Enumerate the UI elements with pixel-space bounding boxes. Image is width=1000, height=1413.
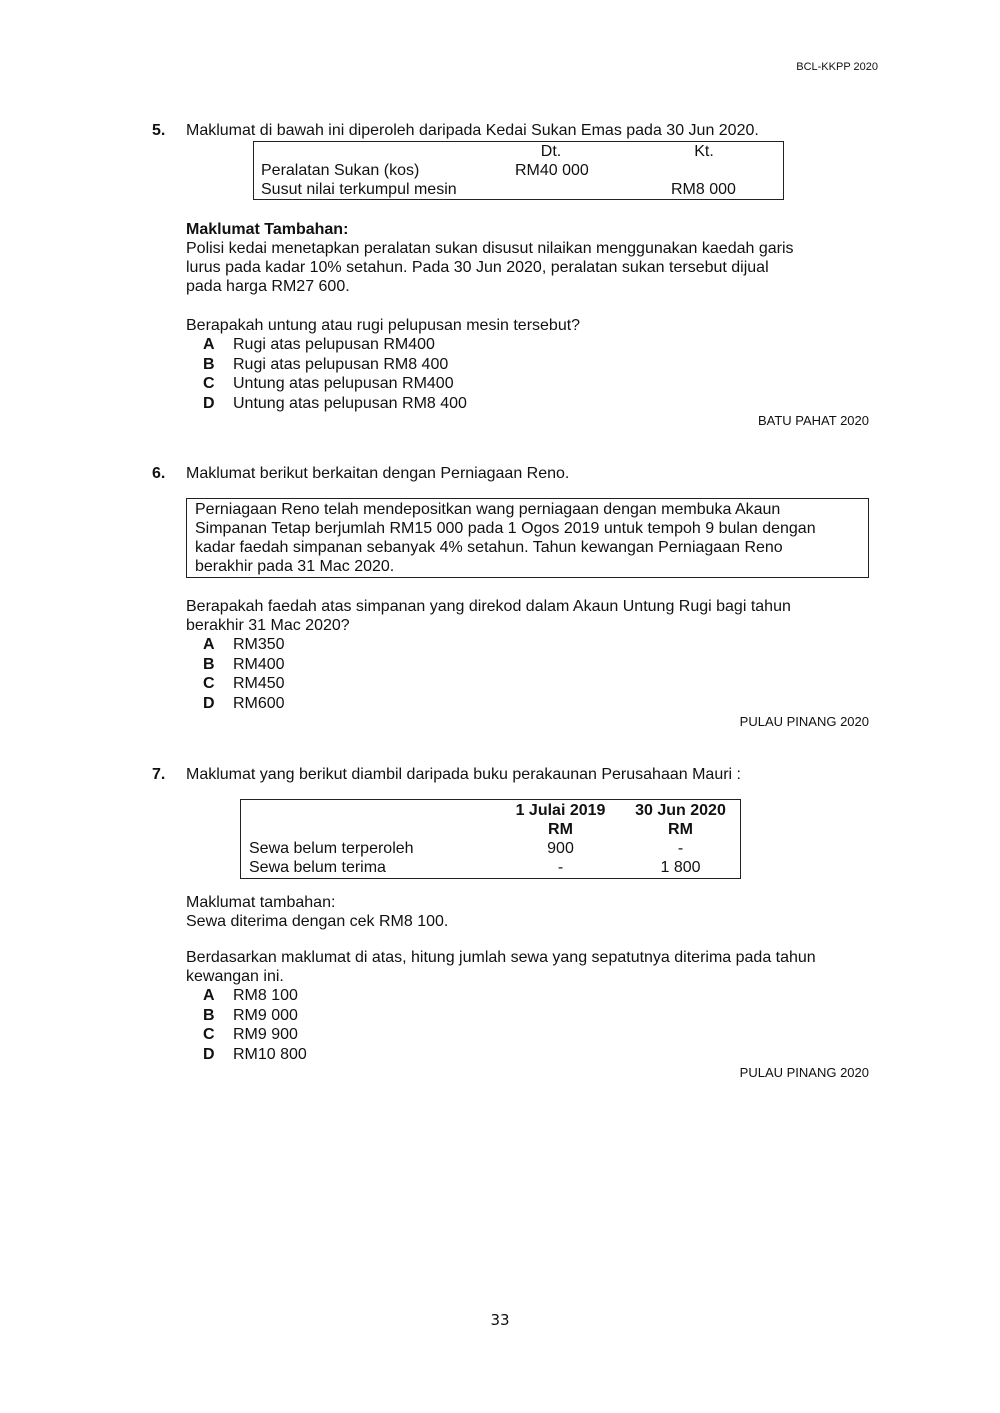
table-cell: 900 <box>547 840 574 857</box>
page-number: 33 <box>490 1311 510 1329</box>
option-b[interactable]: B Rugi atas pelupusan RM8 400 <box>203 355 449 373</box>
option-b[interactable]: B RM400 <box>203 655 285 673</box>
option-a[interactable]: A RM8 100 <box>203 987 298 1004</box>
option-c[interactable]: C RM450 <box>203 675 285 692</box>
table-header-dt: Dt. <box>540 143 562 160</box>
option-d[interactable]: D RM10 800 <box>203 1045 307 1063</box>
question-text: berakhir 31 Mac 2020? <box>186 617 350 634</box>
extra-info-line: pada harga RM27 600. <box>186 278 350 295</box>
source-label: PULAU PINANG 2020 <box>739 714 869 729</box>
info-box-line: berakhir pada 31 Mac 2020. <box>195 558 395 575</box>
question-text: Berapakah faedah atas simpanan yang direkod dalam Akaun Untung Rugi bagi tahun <box>186 598 791 615</box>
table-subheader: RM <box>548 821 573 838</box>
table-header-kt: Kt. <box>694 143 714 160</box>
table-cell: - <box>677 840 684 857</box>
extra-info-title: Maklumat Tambahan: <box>186 221 349 238</box>
extra-info-title: Maklumat tambahan: <box>186 894 336 911</box>
option-d[interactable]: D RM600 <box>203 694 285 712</box>
info-box-line: Simpanan Tetap berjumlah RM15 000 pada 1 Ogos 2019 untuk tempoh 9 bulan dengan <box>195 520 816 537</box>
question-number: 6. <box>152 465 166 482</box>
table-header-col1: 1 Julai 2019 <box>515 802 606 819</box>
rent-table <box>240 799 741 879</box>
table-cell: - <box>557 859 564 876</box>
table-cell: RM40 000 <box>515 162 589 179</box>
table-header-col2: 30 Jun 2020 <box>635 802 726 819</box>
info-box-line: kadar faedah simpanan sebanyak 4% setahun. Tahun kewangan Perniagaan Reno <box>195 539 783 556</box>
table-cell: Sewa belum terperoleh <box>249 840 414 857</box>
table-subheader: RM <box>668 821 693 838</box>
table-cell: Susut nilai terkumpul mesin <box>261 181 457 198</box>
question-stem: Maklumat berikut berkaitan dengan Perniagaan Reno. <box>186 465 570 482</box>
info-box-line: Perniagaan Reno telah mendepositkan wang perniagaan dengan membuka Akaun <box>195 501 781 518</box>
table-cell: RM8 000 <box>671 181 736 198</box>
question-text: kewangan ini. <box>186 968 284 985</box>
option-a[interactable]: A RM350 <box>203 636 285 653</box>
table-cell: 1 800 <box>660 859 701 876</box>
ledger-table <box>253 141 784 200</box>
question-text: Berapakah untung atau rugi pelupusan mesin tersebut? <box>186 317 581 334</box>
question-stem: Maklumat yang berikut diambil daripada buku perakaunan Perusahaan Mauri : <box>186 766 741 783</box>
extra-info-line: Polisi kedai menetapkan peralatan sukan disusut nilaikan menggunakan kaedah garis <box>186 240 794 257</box>
option-a[interactable]: A Rugi atas pelupusan RM400 <box>203 336 435 353</box>
table-cell: Sewa belum terima <box>249 859 386 876</box>
option-d[interactable]: D Untung atas pelupusan RM8 400 <box>203 394 467 412</box>
extra-info-line: lurus pada kadar 10% setahun. Pada 30 Jun 2020, peralatan sukan tersebut dijual <box>186 259 769 276</box>
info-box <box>186 498 869 578</box>
option-b[interactable]: B RM9 000 <box>203 1006 298 1024</box>
question-number: 7. <box>152 766 166 783</box>
table-cell: Peralatan Sukan (kos) <box>261 162 420 179</box>
question-text: Berdasarkan maklumat di atas, hitung jumlah sewa yang sepatutnya diterima pada tahun <box>186 949 816 966</box>
options-list <box>203 635 285 713</box>
question-number: 5. <box>152 122 166 139</box>
source-label: BATU PAHAT 2020 <box>757 413 869 428</box>
header-code: BCL-KKPP 2020 <box>796 61 878 73</box>
option-c[interactable]: C RM9 900 <box>203 1026 298 1043</box>
option-c[interactable]: C Untung atas pelupusan RM400 <box>203 375 454 392</box>
extra-info-line: Sewa diterima dengan cek RM8 100. <box>186 913 449 930</box>
options-list <box>203 986 307 1064</box>
source-label: PULAU PINANG 2020 <box>739 1065 869 1080</box>
options-list <box>203 335 467 413</box>
question-stem: Maklumat di bawah ini diperoleh daripada Kedai Sukan Emas pada 30 Jun 2020. <box>186 122 759 139</box>
